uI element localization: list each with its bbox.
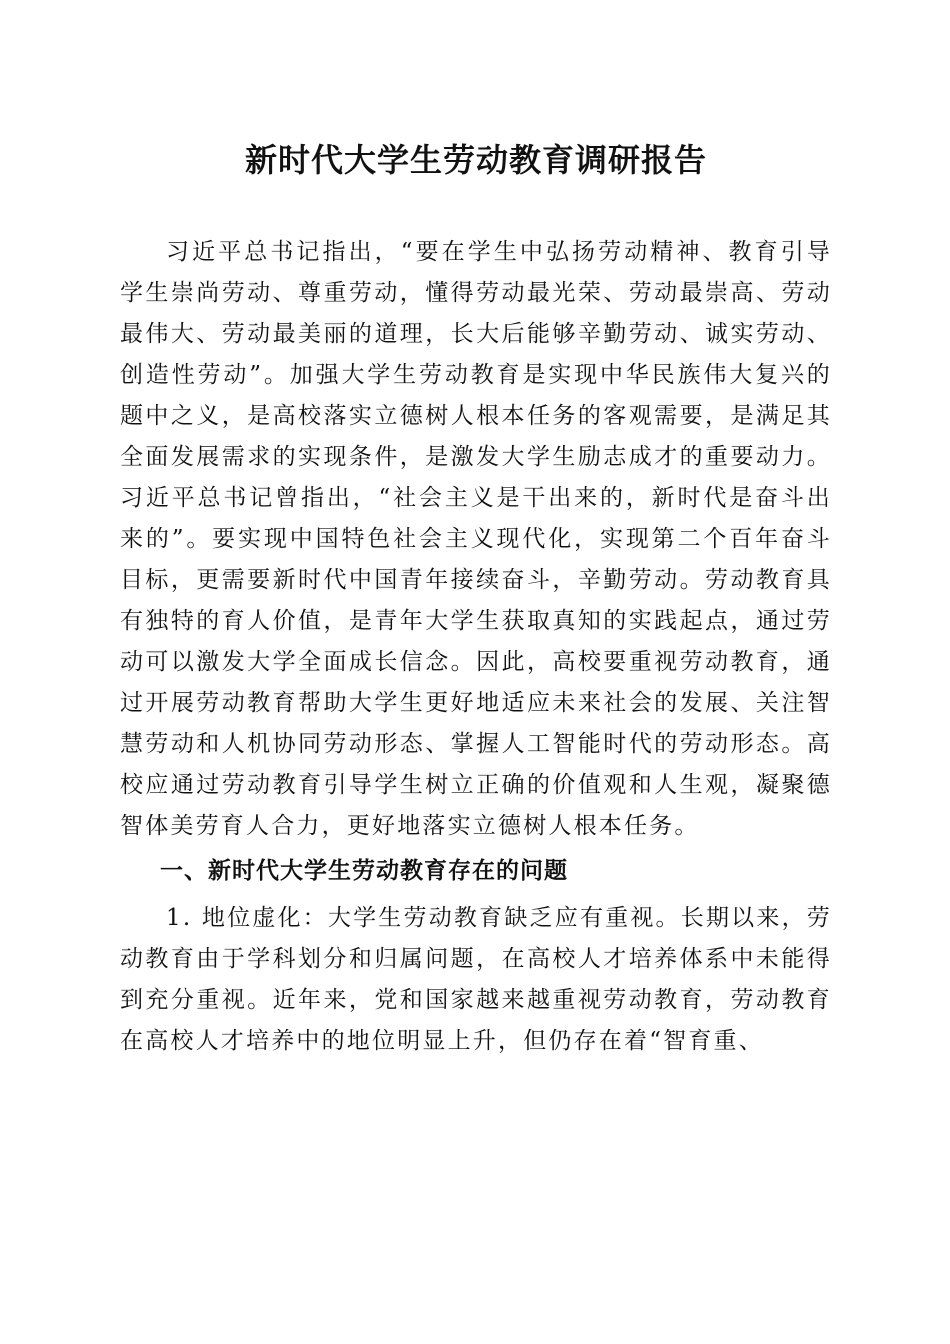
document-page bbox=[120, 130, 832, 1062]
point-1-paragraph: 1. 地位虚化：大学生劳动教育缺乏应有重视。长期以来，劳动教育由于学科划分和归属问题，在高校人才培养体系中未能得到充分重视。近年来，党和国家越来越重视劳动教育，劳动教育在高校人才培养中的地位明显上升，但仍存在着“智育重、 bbox=[120, 905, 832, 1054]
intro-paragraph: 习近平总书记指出，“要在学生中弘扬劳动精神、教育引导学生崇尚劳动、尊重劳动，懂得劳动最光荣、劳动最崇高、劳动最伟大、劳动最美丽的道理，长大后能够辛勤劳动、诚实劳动、创造性劳动”。加强大学生劳动教育是实现中华民族伟大复兴的题中之义，是高校落实立德树人根本任务的客观需要，是满足其全面发展需求的实现条件，是激发大学生励志成才的重要动力。习近平总书记曾指出，“社会主义是干出来的，新时代是奋斗出来的”。要实现中国特色社会主义现代化，实现第二个百年奋斗目标，更需要新时代中国青年接续奋斗，辛勤劳动。劳动教育具有独特的育人价值，是青年大学生获取真知的实践起点，通过劳动可以激发大学全面成长信念。因此，高校要重视劳动教育，通过开展劳动教育帮助大学生更好地适应未来社会的发展、关注智慧劳动和人机协同劳动形态、掌握人工智能时代的劳动形态。高校应通过劳动教育引导学生树立正确的价值观和人生观，凝聚德智体美劳育人合力，更好地落实立德树人根本任务。 bbox=[120, 239, 832, 839]
section-heading: 一、新时代大学生劳动教育存在的问题 bbox=[160, 858, 568, 884]
document-title: 新时代大学生劳动教育调研报告 bbox=[244, 141, 707, 179]
